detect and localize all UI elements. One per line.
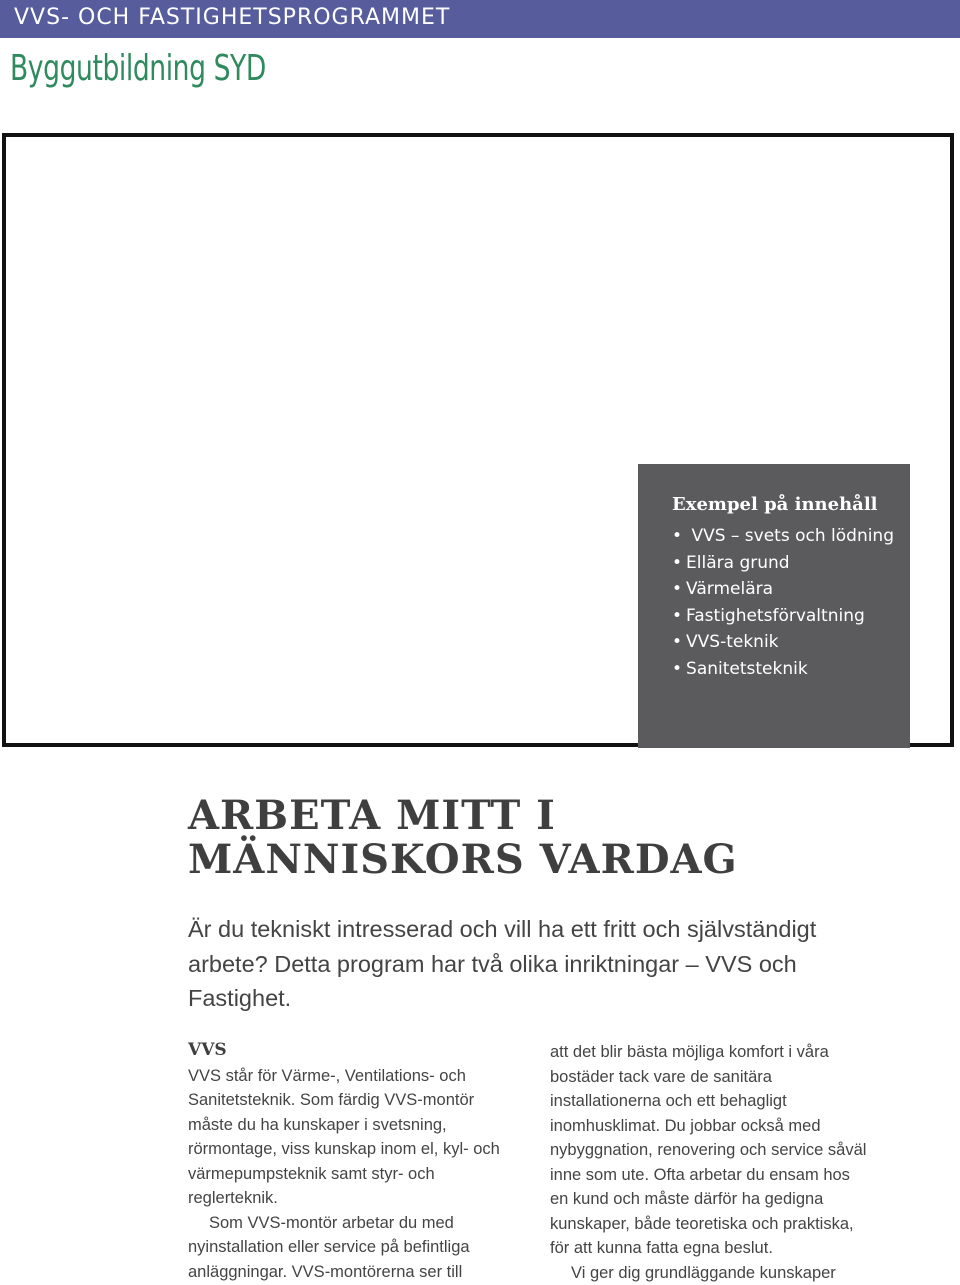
list-item: • Ellära grund xyxy=(672,550,910,577)
program-header-bar xyxy=(0,0,960,38)
bullet-icon: • xyxy=(672,553,682,573)
body-paragraph: Vi ger dig grundläggande kunskaper xyxy=(550,1261,870,1285)
list-item: • Värmelära xyxy=(672,576,910,603)
content-box-title: Exempel på innehåll xyxy=(672,494,910,515)
bullet-icon: • xyxy=(672,659,682,679)
body-paragraph: att det blir bästa möjliga komfort i våra bostäder tack vare de sanitära installationerna och ett behagligt inomhusklimat. Du jobbar också med nybyggnation, renovering och service såväl inne som ute. Ofta arbetar du ensam hos en kund och måste därför ha gedigna kunskaper, både teoretiska och praktiska, för att kunna fatta egna beslut. xyxy=(550,1040,870,1261)
bullet-icon: • xyxy=(672,632,682,652)
bullet-icon: • xyxy=(672,606,682,626)
list-item: • VVS – svets och lödning xyxy=(672,523,910,550)
list-item: • Sanitetsteknik xyxy=(672,656,910,683)
body-paragraph: Som VVS-montör arbetar du med nyinstallation eller service på befintliga anläggningar. VVS-montörerna ser till xyxy=(188,1211,508,1285)
text-column-right xyxy=(550,1040,870,1285)
list-item: • VVS-teknik xyxy=(672,629,910,656)
headline-line-2: MÄNNISKORS VARDAG xyxy=(188,838,738,882)
content-example-box xyxy=(638,464,910,748)
main-headline xyxy=(188,794,738,882)
body-paragraph: VVS står för Värme-, Ventilations- och Sanitetsteknik. Som färdig VVS-montör måste du ha kunskaper i svetsning, rörmontage, viss kunskap inom el, kyl- och värmepumpsteknik samt styr- och reglerteknik. xyxy=(188,1064,508,1211)
section-heading-vvs: VVS xyxy=(188,1038,508,1063)
text-column-left xyxy=(188,1038,508,1284)
list-item: • Fastighetsförvaltning xyxy=(672,603,910,630)
program-name: VVS- OCH FASTIGHETSPROGRAMMET xyxy=(14,5,450,30)
content-list xyxy=(672,523,910,682)
bullet-icon: • xyxy=(672,579,682,599)
school-title: Byggutbildning SYD xyxy=(10,48,266,89)
headline-line-1: ARBETA MITT I xyxy=(188,794,738,838)
lead-paragraph: Är du tekniskt intresserad och vill ha ett fritt och självständigt arbete? Detta program har två olika inriktningar – VVS och Fastighet. xyxy=(188,912,828,1016)
bullet-icon: • xyxy=(672,526,682,546)
